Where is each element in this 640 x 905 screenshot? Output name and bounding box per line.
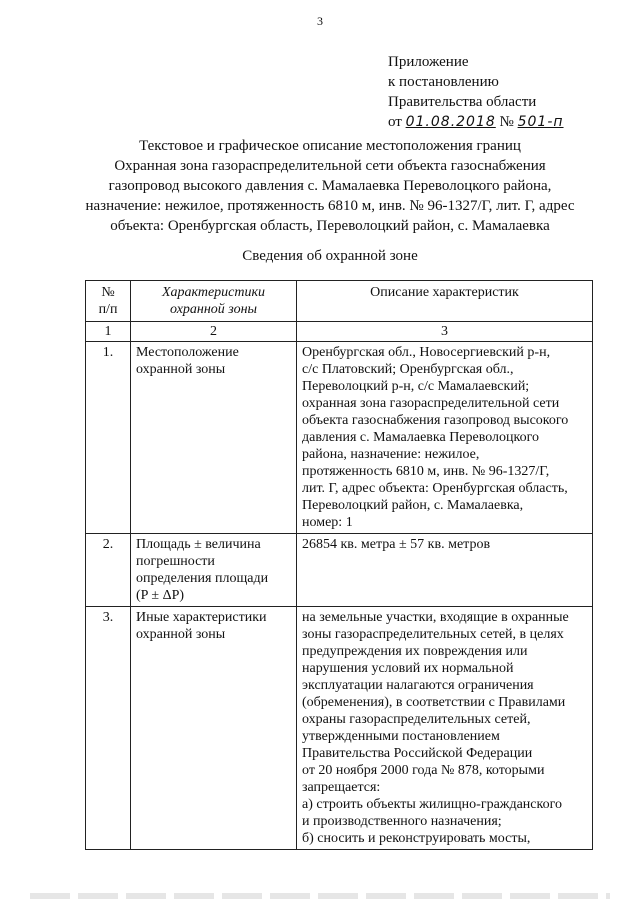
- cell-line: Иные характеристики: [136, 610, 267, 625]
- header-num-line: п/п: [98, 302, 118, 317]
- cell-line: зоны газораспределительных сетей, в целях: [302, 627, 564, 642]
- cell-line: протяженность 6810 м, инв. № 96-1327/Г,: [302, 464, 550, 479]
- page-footer-edge: [30, 893, 610, 899]
- page-number: 3: [317, 14, 323, 28]
- column-number-row: [86, 322, 593, 342]
- col-number: 2: [131, 322, 297, 342]
- appendix-line-3: Правительства области: [388, 94, 537, 110]
- row-characteristic: [131, 607, 297, 850]
- header-char-line: Характеристики: [161, 285, 266, 300]
- cell-line: определения площади: [136, 571, 269, 586]
- cell-line: нарушения условий их нормальной: [302, 661, 514, 676]
- cell-line: лит. Г, адрес объекта: Оренбургская область,: [302, 481, 568, 496]
- cell-line: (P ± ΔP): [136, 588, 185, 603]
- col-number: 3: [297, 322, 593, 342]
- section-title: Сведения об охранной зоне: [242, 248, 418, 264]
- cell-line: охранной зоны: [136, 362, 226, 377]
- table-row: [86, 534, 593, 607]
- cell-line: объекта газоснабжения газопровод высокого: [302, 413, 569, 428]
- title-line: газопровод высокого давления с. Мамалаевка Переволоцкого района,: [108, 178, 552, 194]
- cell-line: давления с. Мамалаевка Переволоцкого: [302, 430, 540, 445]
- cell-line: охраны газораспределительных сетей,: [302, 712, 531, 727]
- cell-line: погрешности: [136, 554, 215, 569]
- cell-line: запрещается:: [302, 780, 381, 795]
- title-line: Охранная зона газораспределительной сети объекта газоснабжения: [114, 158, 546, 174]
- header-char-line: охранной зоны: [169, 302, 258, 317]
- cell-line: с/с Платовский; Оренбургская обл.,: [302, 362, 514, 377]
- cell-line: (обременения), в соответствии с Правилами: [302, 695, 566, 710]
- cell-line: а) строить объекты жилищно-гражданского: [302, 797, 562, 812]
- zone-info-table: [85, 280, 593, 850]
- row-characteristic: [131, 534, 297, 607]
- row-number: 3.: [86, 607, 131, 850]
- cell-line: района, назначение: нежилое,: [302, 447, 480, 462]
- cell-line: предупреждения их повреждения или: [302, 644, 528, 659]
- cell-line: 26854 кв. метра ± 57 кв. метров: [302, 537, 491, 552]
- row-description: [297, 534, 593, 607]
- table-row: [86, 342, 593, 534]
- header-num: [86, 281, 131, 322]
- appendix-number: 501-п: [517, 114, 564, 130]
- row-description: [297, 342, 593, 534]
- table-header-row: [86, 281, 593, 322]
- header-description: Описание характеристик: [297, 281, 593, 322]
- cell-line: эксплуатации налагаются ограничения: [302, 678, 534, 693]
- cell-line: охранная зона газораспределительной сети: [302, 396, 560, 411]
- cell-line: Местоположение: [136, 345, 239, 360]
- appendix-line-1: Приложение: [388, 54, 469, 70]
- cell-line: и производственного назначения;: [302, 814, 502, 829]
- cell-line: от 20 ноября 2000 года № 878, которыми: [302, 763, 545, 778]
- cell-line: Правительства Российской Федерации: [302, 746, 533, 761]
- row-number: 2.: [86, 534, 131, 607]
- title-line: Текстовое и графическое описание местоположения границ: [139, 138, 521, 154]
- document-title: [60, 136, 600, 236]
- table-row: [86, 607, 593, 850]
- cell-line: Оренбургская обл., Новосергиевский р-н,: [302, 345, 551, 360]
- header-characteristics: [131, 281, 297, 322]
- row-characteristic: [131, 342, 297, 534]
- appendix-block: [388, 52, 564, 132]
- header-num-line: №: [101, 285, 115, 300]
- cell-line: Переволоцкий район, с. Мамалаевка,: [302, 498, 524, 513]
- cell-line: на земельные участки, входящие в охранные: [302, 610, 569, 625]
- title-line: объекта: Оренбургская область, Переволоцкий район, с. Мамалаевка: [110, 218, 550, 234]
- appendix-no: №: [499, 114, 514, 130]
- row-number: 1.: [86, 342, 131, 534]
- cell-line: утвержденными постановлением: [302, 729, 500, 744]
- cell-line: б) сносить и реконструировать мосты,: [302, 831, 531, 846]
- cell-line: охранной зоны: [136, 627, 226, 642]
- cell-line: Площадь ± величина: [136, 537, 261, 552]
- appendix-date: 01.08.2018: [405, 114, 496, 130]
- appendix-date-line: [388, 112, 564, 132]
- row-description: [297, 607, 593, 850]
- cell-line: номер: 1: [302, 515, 353, 530]
- appendix-ot: от: [388, 114, 402, 130]
- title-line: назначение: нежилое, протяженность 6810 м, инв. № 96-1327/Г, лит. Г, адрес: [85, 198, 575, 214]
- col-number: 1: [86, 322, 131, 342]
- cell-line: Переволоцкий р-н, с/с Мамалаевский;: [302, 379, 530, 394]
- appendix-line-2: к постановлению: [388, 74, 499, 90]
